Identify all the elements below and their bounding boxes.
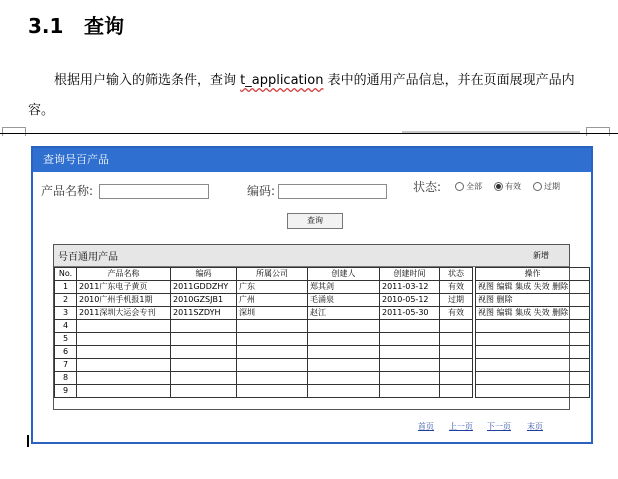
pager-prev[interactable]: 上一页: [449, 422, 473, 431]
text-cursor: [27, 435, 29, 447]
cell-created: 2011-05-30: [380, 307, 440, 320]
pager-next[interactable]: 下一页: [487, 422, 511, 431]
status-option-valid: 有效: [505, 182, 521, 191]
cell-creator: 毛涌泉: [308, 294, 380, 307]
cell-code: [171, 372, 237, 385]
cell-code: 2011GDDZHY: [171, 281, 237, 294]
cell-code: 2011SZDYH: [171, 307, 237, 320]
cell-creator: 郑其剑: [308, 281, 380, 294]
panel-header: [54, 245, 569, 267]
table-row: [55, 372, 590, 385]
radio-selected-icon: [494, 182, 503, 191]
cell-actions[interactable]: [476, 333, 590, 346]
status-option-expired: 过期: [544, 182, 560, 191]
table-row: [55, 294, 590, 307]
section-heading: [28, 10, 124, 39]
cell-status: 有效: [440, 307, 473, 320]
cell-name: [77, 333, 171, 346]
cell-name: 2010广州手机报1期: [77, 294, 171, 307]
cell-actions[interactable]: 视图 编辑 集成 失效 删除: [476, 307, 590, 320]
column-header: 创建人: [308, 268, 380, 281]
cell-creator: [308, 346, 380, 359]
table-row: [55, 307, 590, 320]
cell-actions[interactable]: [476, 372, 590, 385]
cell-actions[interactable]: [476, 346, 590, 359]
cell-actions[interactable]: 视图 删除: [476, 294, 590, 307]
cell-name: 2011广东电子黄页: [77, 281, 171, 294]
cell-name: [77, 385, 171, 398]
cell-created: [380, 359, 440, 372]
cell-company: [237, 372, 308, 385]
cell-creator: [308, 320, 380, 333]
cell-no: 8: [55, 372, 77, 385]
cell-name: [77, 372, 171, 385]
cell-creator: [308, 359, 380, 372]
cell-name: [77, 320, 171, 333]
column-header: 创建时间: [380, 268, 440, 281]
cell-no: 6: [55, 346, 77, 359]
cell-no: 2: [55, 294, 77, 307]
cell-name: [77, 346, 171, 359]
cell-code: 2010GZSJB1: [171, 294, 237, 307]
column-header: 编码: [171, 268, 237, 281]
cell-actions[interactable]: [476, 359, 590, 372]
cell-actions[interactable]: [476, 320, 590, 333]
add-button[interactable]: 新增: [533, 251, 549, 260]
right-margin-marker: [586, 127, 610, 136]
pager-last[interactable]: 末页: [527, 422, 543, 431]
cell-no: 1: [55, 281, 77, 294]
section-number: 3.1: [28, 14, 64, 38]
cell-status: 有效: [440, 281, 473, 294]
query-window: [31, 146, 593, 444]
cell-no: 7: [55, 359, 77, 372]
status-label: 状态:: [413, 180, 442, 194]
cell-company: [237, 359, 308, 372]
paragraph-text-end: 表中的通用产品信息，并在页面展现产品内容。: [28, 73, 575, 118]
cell-code: [171, 346, 237, 359]
cell-code: [171, 320, 237, 333]
cell-creator: 赵江: [308, 307, 380, 320]
cell-status: [440, 385, 473, 398]
cell-status: 过期: [440, 294, 473, 307]
cell-code: [171, 359, 237, 372]
cell-company: 广东: [237, 281, 308, 294]
status-option-all: 全部: [466, 182, 482, 191]
cell-no: 4: [55, 320, 77, 333]
cell-actions[interactable]: 视图 编辑 集成 失效 删除: [476, 281, 590, 294]
cell-created: [380, 333, 440, 346]
cell-no: 3: [55, 307, 77, 320]
column-header: 状态: [440, 268, 473, 281]
product-panel: [53, 244, 570, 410]
page-divider: [0, 133, 618, 134]
code-label: 编码:: [247, 184, 276, 198]
table-name-code: t_application: [240, 73, 324, 88]
description-paragraph: [28, 66, 598, 126]
column-header: 所属公司: [237, 268, 308, 281]
cell-status: [440, 333, 473, 346]
window-title: 查询号百产品: [33, 148, 591, 172]
status-radio-all[interactable]: [455, 181, 482, 192]
cell-name: 2011深圳大运会专刊: [77, 307, 171, 320]
status-radio-expired[interactable]: [533, 181, 560, 192]
cell-company: [237, 320, 308, 333]
cell-actions[interactable]: [476, 385, 590, 398]
table-row: [55, 333, 590, 346]
status-radio-valid[interactable]: [494, 181, 521, 192]
cell-company: 广州: [237, 294, 308, 307]
cell-code: [171, 333, 237, 346]
table-row: [55, 385, 590, 398]
query-button[interactable]: 查询: [287, 213, 343, 229]
cell-creator: [308, 385, 380, 398]
table-row: [55, 320, 590, 333]
table-row: [55, 346, 590, 359]
cell-creator: [308, 372, 380, 385]
column-header: No.: [55, 268, 77, 281]
product-name-label: 产品名称:: [41, 184, 94, 198]
cell-code: [171, 385, 237, 398]
cell-company: 深圳: [237, 307, 308, 320]
pager-first[interactable]: 首页: [418, 422, 434, 431]
cell-no: 5: [55, 333, 77, 346]
code-input[interactable]: [278, 184, 387, 199]
cell-created: 2010-05-12: [380, 294, 440, 307]
cell-status: [440, 359, 473, 372]
radio-circle-icon: [455, 182, 464, 191]
product-table: [54, 267, 590, 398]
cell-company: [237, 385, 308, 398]
left-margin-marker: [2, 127, 26, 136]
cell-created: 2011-03-12: [380, 281, 440, 294]
column-header: 操作: [476, 268, 590, 281]
table-header-row: [55, 268, 590, 281]
filter-bar: [33, 172, 591, 210]
cell-status: [440, 372, 473, 385]
cell-status: [440, 320, 473, 333]
cell-creator: [308, 333, 380, 346]
table-row: [55, 359, 590, 372]
radio-circle-icon: [533, 182, 542, 191]
cell-company: [237, 346, 308, 359]
paragraph-text-start: 根据用户输入的筛选条件，查询: [54, 73, 241, 88]
cell-name: [77, 359, 171, 372]
cell-status: [440, 346, 473, 359]
cell-created: [380, 346, 440, 359]
cell-no: 9: [55, 385, 77, 398]
cell-created: [380, 320, 440, 333]
product-name-input[interactable]: [99, 184, 209, 199]
panel-title: 号百通用产品: [58, 252, 118, 263]
cell-created: [380, 372, 440, 385]
table-row: [55, 281, 590, 294]
cell-company: [237, 333, 308, 346]
section-title: 查询: [84, 14, 124, 38]
column-header: 产品名称: [77, 268, 171, 281]
cell-created: [380, 385, 440, 398]
